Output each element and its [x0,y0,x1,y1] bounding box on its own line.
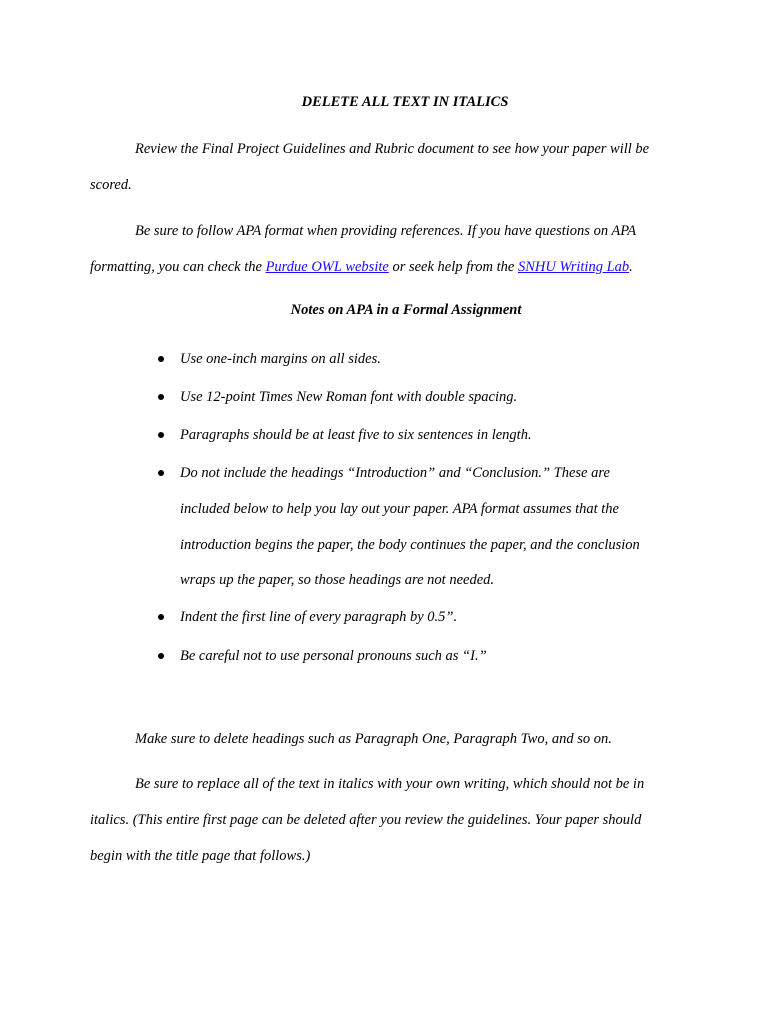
paragraph-apa-text: or seek help from the [388,259,518,275]
bullet-item-continuation: wraps up the paper, so those headings are not needed. [180,572,495,588]
purdue-owl-link[interactable]: Purdue OWL website [265,259,389,275]
bullet-item: Indent the first line of every paragraph by 0.5”. [180,609,458,625]
bullet-icon [158,470,164,476]
paragraph-replace-line-1: Be sure to replace all of the text in italics with your own writing, which should not be in [135,776,645,792]
bullet-icon [158,394,164,400]
bullet-icon [158,614,164,620]
paragraph-apa-text: . [629,259,633,275]
page-title: DELETE ALL TEXT IN ITALICS [301,94,509,110]
bullet-icon [158,432,164,438]
bullet-icon [158,653,164,659]
bullet-item: Be careful not to use personal pronouns such as “I.” [180,648,487,664]
paragraph-apa-line-1: Be sure to follow APA format when providing references. If you have questions on APA [135,223,637,239]
bullet-icon [158,356,164,362]
paragraph-headings-line-1: Make sure to delete headings such as Paragraph One, Paragraph Two, and so on. [135,731,612,747]
paragraph-replace-line-3: begin with the title page that follows.) [90,848,311,864]
bullet-item-continuation: introduction begins the paper, the body continues the paper, and the conclusion [180,537,640,553]
paragraph-guidelines-line-1: Review the Final Project Guidelines and Rubric document to see how your paper will be [135,141,650,157]
paragraph-apa-line-2 [90,258,633,276]
notes-heading: Notes on APA in a Formal Assignment [290,302,522,318]
bullet-item: Do not include the headings “Introduction” and “Conclusion.” These are [180,465,610,481]
bullet-item: Paragraphs should be at least five to six sentences in length. [180,427,532,443]
snhu-writing-lab-link[interactable]: SNHU Writing Lab [517,259,630,275]
bullet-item: Use one-inch margins on all sides. [180,351,381,367]
paragraph-guidelines-line-2: scored. [90,177,132,193]
bullet-item: Use 12-point Times New Roman font with double spacing. [180,389,518,405]
paragraph-apa-text: formatting, you can check the [90,259,266,275]
bullet-item-continuation: included below to help you lay out your paper. APA format assumes that the [180,501,619,517]
paragraph-replace-line-2: italics. (This entire first page can be deleted after you review the guidelines. Your paper should [90,812,642,828]
